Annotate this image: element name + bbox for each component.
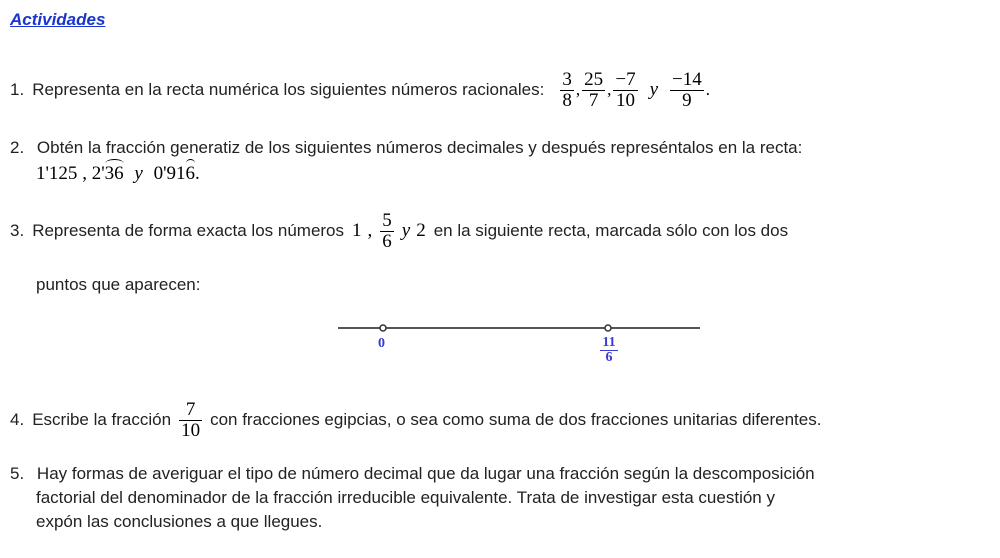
item-4-text-before: Escribe la fracción	[32, 410, 172, 429]
fraction-7-10: $\frac{7}{10}$	[181, 398, 201, 441]
conj-y: y	[649, 79, 659, 100]
item-2-text: Obtén la fracción generatiz de los siguientes números decimales y después represéntalos en la recta:	[36, 138, 803, 157]
fraction-5-6: $\frac{5}{6}$	[382, 209, 392, 252]
item-4	[10, 396, 821, 444]
label-eleven-sixths: 11 6	[600, 336, 618, 365]
point-eleven-sixths	[605, 325, 611, 331]
item-3	[10, 207, 788, 255]
item-3-text-before: Representa de forma exacta los números	[32, 221, 345, 240]
number-line	[330, 318, 710, 378]
item-5	[10, 463, 815, 485]
item-5-number: 5.	[10, 464, 25, 483]
item-3-text-after: en la siguiente recta, marcada sólo con los dos	[433, 221, 789, 240]
activities-heading-link[interactable]: Actividades	[10, 10, 106, 29]
fraction-3-8: $\frac{3}{8}$	[562, 68, 572, 111]
item-1-number: 1.	[10, 80, 25, 99]
fraction-25-7: $\frac{25}{7}$	[584, 68, 604, 111]
label-zero: 0	[378, 336, 385, 351]
item-1-fractions: $\frac{3}{8}$ , $\frac{25}{7}$ , $\frac{-7}{10}$ y $\frac{-14}{9}$ .	[562, 68, 710, 111]
item-2	[10, 137, 802, 159]
item-4-number: 4.	[10, 410, 25, 429]
item-1-text: Representa en la recta numérica los siguientes números racionales:	[32, 80, 545, 99]
decimal-3: 0'916	[153, 163, 195, 184]
item-5-line-1: Hay formas de averiguar el tipo de número decimal que da lugar una fracción según la descomposición	[36, 464, 815, 483]
fraction-neg14-9: $\frac{-14}{9}$	[672, 68, 702, 111]
item-5-line-3: expón las conclusiones a que llegues.	[36, 512, 323, 531]
item-3-line2: puntos que aparecen:	[36, 275, 201, 294]
item-4-text-after: con fracciones egipcias, o sea como suma de dos fracciones unitarias diferentes.	[210, 410, 822, 429]
item-1	[10, 66, 710, 114]
decimal-1: 1'125	[36, 163, 78, 184]
item-5-line-2: factorial del denominador de la fracción irreducible equivalente. Trata de investigar esta cuestión y	[36, 488, 775, 507]
fraction-neg7-10: $\frac{-7}{10}$	[615, 68, 636, 111]
item-2-number: 2.	[10, 138, 25, 157]
point-zero	[380, 325, 386, 331]
decimal-2: 2'36	[91, 163, 124, 184]
item-3-number: 3.	[10, 221, 25, 240]
item-2-decimals: 1'125 , 2'36 y 0'916.	[36, 163, 200, 184]
item-3-math: 1 , $\frac{5}{6}$ y 2	[352, 209, 426, 252]
